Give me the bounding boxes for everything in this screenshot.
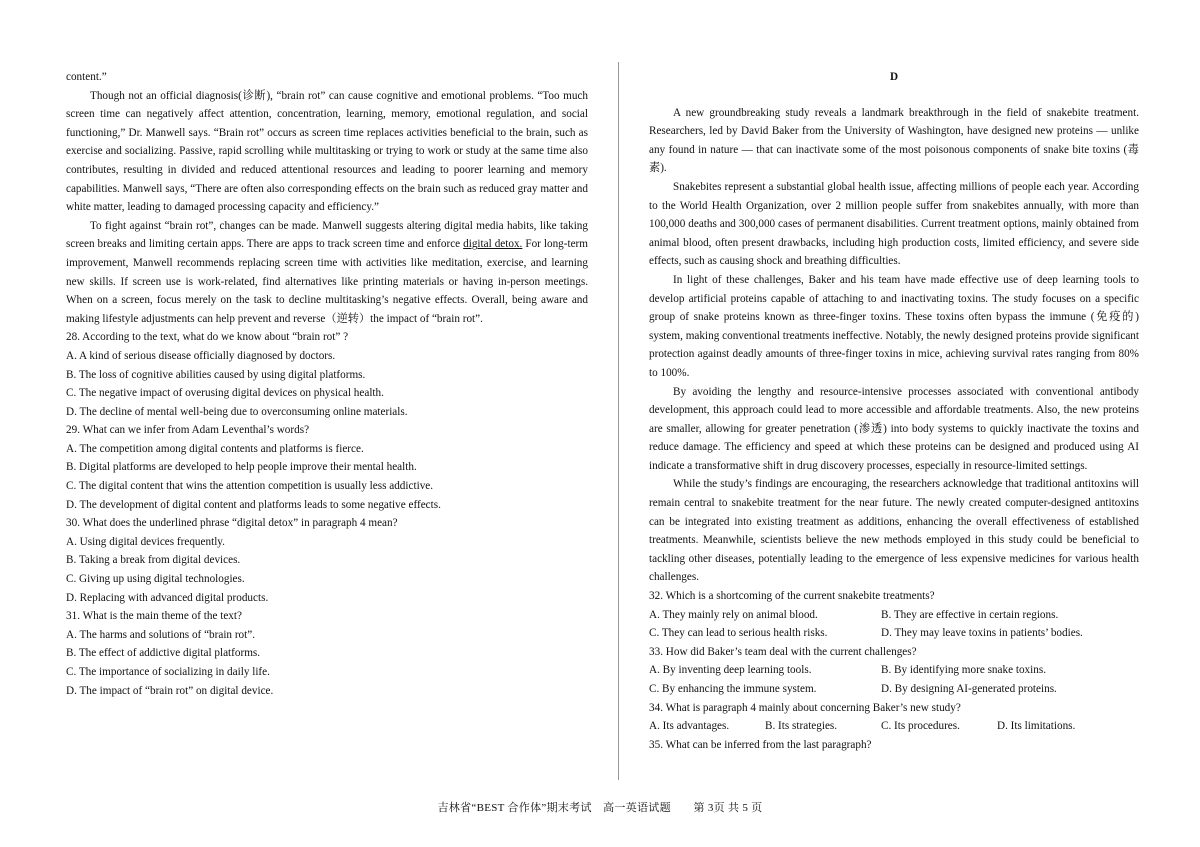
paragraph-brain-rot-effects: Though not an official diagnosis(诊断), “brain rot” can cause cognitive and emotional problems. “Too much screen time can negatively affect attention, concentration, learning, memory, emotional regulation, and social functioning,” Dr. Manwell says. “Brain rot” occurs as screen time replaces activities beneficial to the brain, such as exercise and socializing. Passive, rapid scrolling while multitasking or trying to work or study at the same time also contributes, resulting in divided and reduced attentional resources and leading to poorer learning and memory capabilities. Manwell says, “There are often also corresponding effects on the brain such as reduced gray matter and white matter, leading to damaged processing capacity and efficiency.” [66, 89, 588, 214]
option-b: B. Taking a break from digital devices. [66, 554, 241, 567]
underlined-phrase-digital-detox: digital detox. [463, 238, 523, 251]
left-column [66, 68, 588, 700]
paragraph-2: Snakebites represent a substantial global health issue, affecting millions of people each year. According to the World Health Organization, over 2 million people suffer from snakebites annually, with more than 100,000 deaths and 300,000 cases of permanent disabilities. Current treatment options, mainly obtained from animal blood, often present drawbacks, including high production costs, limited efficiency, and severe side effects, such as causing shock and breathing difficulties. [649, 180, 1139, 268]
paragraph-text-part: To fight against “brain rot”, changes can be made. Manwell suggests altering digital media habits, like taking screen breaks and limiting certain apps. There are apps to track screen time and enforce [66, 219, 588, 251]
option-row [649, 661, 1139, 680]
option-c: C. The negative impact of overusing digital devices on physical health. [66, 387, 384, 400]
option-b: B. They are effective in certain regions. [881, 608, 1059, 621]
option-a: A. Its advantages. [649, 720, 730, 733]
option-c: C. Giving up using digital technologies. [66, 573, 245, 586]
option-d: D. They may leave toxins in patients’ bodies. [881, 627, 1083, 640]
option-row [649, 606, 1139, 625]
option-a: A. Using digital devices frequently. [66, 535, 225, 548]
question-28 [66, 328, 588, 421]
question-35 [649, 736, 1139, 755]
option-d: D. By designing AI-generated proteins. [881, 683, 1057, 695]
question-34 [649, 699, 1139, 736]
question-stem: 28. According to the text, what do we know about “brain rot” ? [66, 331, 349, 344]
option-row [649, 624, 1139, 643]
option-row [649, 680, 1139, 699]
paragraph-3: In light of these challenges, Baker and his team have made effective use of deep learning tools to develop artificial proteins capable of attaching to and inactivating toxins. The study focuses on a specific group of snake proteins known as three-finger toxins. These toxins often bypass the immune (免疫的) system, making conventional treatments ineffective. Notably, the newly designed proteins provide significant protection against deadly amounts of three-finger toxins in mice, achieving survival rates ranging from 80% to 100%. [649, 273, 1139, 379]
option-b: B. The effect of addictive digital platforms. [66, 647, 261, 660]
paragraph-5: While the study’s findings are encouraging, the researchers acknowledge that traditional antitoxins will remain central to snakebite treatment for the near future. The newly created computer-designed antitoxins can be integrated into existing treatment as additions, enhancing the overall effectiveness of established treatments. Meanwhile, scientists believe the new methods employed in this study could be beneficial to tackling other diseases, potentially leading to the emergence of less expensive medicines for various health challenges. [649, 478, 1139, 584]
option-b: B. The loss of cognitive abilities caused by using digital platforms. [66, 368, 366, 381]
question-stem: 30. What does the underlined phrase “digital detox” in paragraph 4 mean? [66, 517, 398, 530]
option-c: C. They can lead to serious health risks. [649, 627, 828, 640]
question-29 [66, 421, 588, 514]
question-33 [649, 643, 1139, 699]
option-c: C. The digital content that wins the attention competition is usually less addictive. [66, 480, 434, 493]
option-b: B. Digital platforms are developed to help people improve their mental health. [66, 461, 417, 474]
option-d: D. Replacing with advanced digital products. [66, 591, 269, 604]
option-a: A. A kind of serious disease officially diagnosed by doctors. [66, 349, 336, 362]
section-label: D [889, 71, 899, 83]
question-stem: 34. What is paragraph 4 mainly about concerning Baker’s new study? [649, 701, 961, 714]
question-stem: 35. What can be inferred from the last paragraph? [649, 738, 872, 751]
option-d: D. The development of digital content and platforms leads to some negative effects. [66, 498, 441, 511]
option-a: A. They mainly rely on animal blood. [649, 608, 818, 621]
option-c: C. Its procedures. [881, 720, 960, 733]
paragraph-text-part: For long-term improvement, Manwell recommends replacing screen time with activities like meditation, exercise, and learning new skills. If screen use is work-related, find alternatives like printing materials or having in-person meetings. When on a screen, focus merely on the task to decline multitasking’s negative effects. Overall, being aware and making lifestyle adjustments can help prevent and reverse（逆转）the impact of “brain rot”. [66, 238, 588, 325]
question-stem: 32. Which is a shortcoming of the current snakebite treatments? [649, 590, 935, 603]
question-30 [66, 514, 588, 607]
right-column [649, 68, 1139, 754]
option-b: B. By identifying more snake toxins. [881, 664, 1046, 677]
option-c: C. By enhancing the immune system. [649, 683, 817, 695]
question-32 [649, 587, 1139, 643]
question-stem: 31. What is the main theme of the text? [66, 610, 242, 623]
paragraph-4: By avoiding the lengthy and resource-intensive processes associated with conventional antibody development, this approach could lead to more accessible and affordable treatments. Also, the new proteins are smaller, allowing for greater penetration (渗透) into body systems to quickly inactivate the toxins and reduce damage. The efficiency and speed at which these proteins can be designed and produced using AI indicate a transformative shift in drug discovery processes, especially in resource-limited settings. [649, 385, 1139, 472]
option-d: D. The impact of “brain rot” on digital device. [66, 684, 274, 697]
option-d: D. The decline of mental well-being due to overconsuming online materials. [66, 405, 408, 418]
option-c: C. The importance of socializing in daily life. [66, 666, 270, 678]
paragraph-continuation: content.” [66, 71, 107, 83]
option-a: A. The competition among digital contents and platforms is fierce. [66, 442, 364, 455]
paragraph-fight-brain-rot [66, 217, 588, 329]
option-a: A. By inventing deep learning tools. [649, 664, 812, 677]
question-stem: 29. What can we infer from Adam Leventhal’s words? [66, 424, 310, 437]
question-stem: 33. How did Baker’s team deal with the current challenges? [649, 645, 917, 658]
paragraph-1: A new groundbreaking study reveals a landmark breakthrough in the field of snakebite treatment. Researchers, led by David Baker from the University of Washington, have designed new proteins — unlike any found in nature — that can inactivate some of the most poisonous components of snake bite toxins (毒素). [649, 106, 1139, 175]
column-divider [618, 62, 619, 780]
option-b: B. Its strategies. [765, 720, 838, 733]
page-footer: 吉林省“BEST 合作体”期末考试 高一英语试题 第 3页 共 5 页 [437, 802, 763, 814]
option-d: D. Its limitations. [997, 720, 1076, 733]
question-31 [66, 607, 588, 700]
option-row [649, 717, 1139, 736]
option-a: A. The harms and solutions of “brain rot”. [66, 628, 256, 641]
